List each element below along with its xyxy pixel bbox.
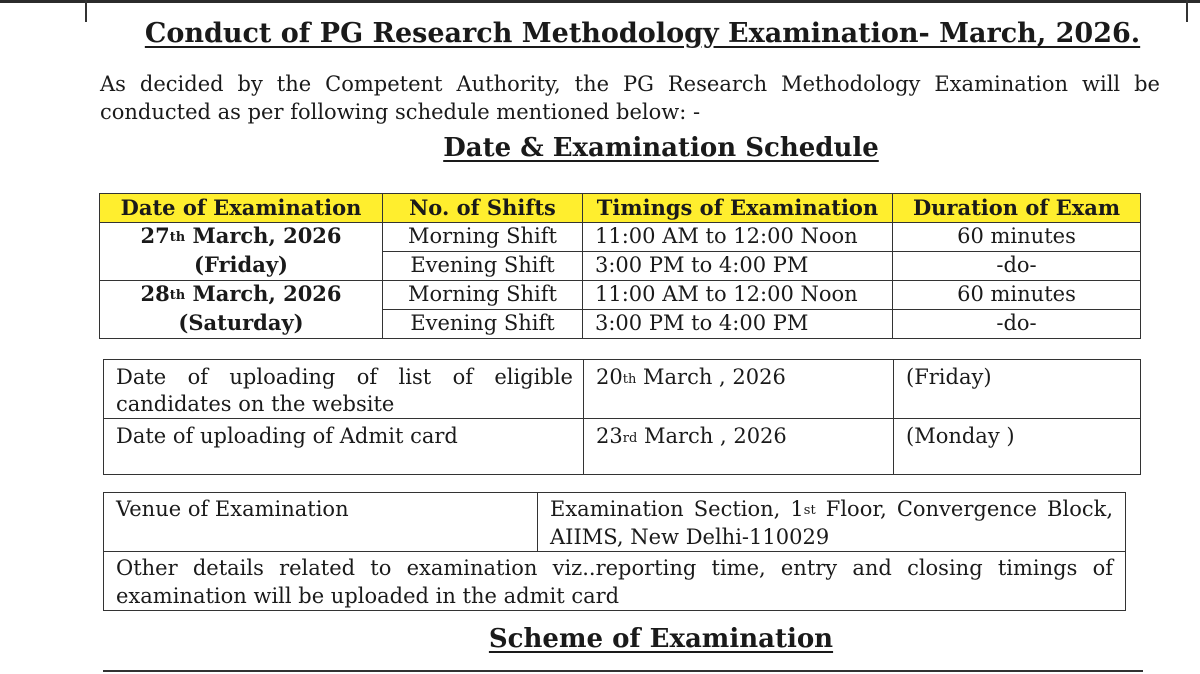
upload-label: Date of uploading of Admit card: [104, 419, 584, 475]
shift-cell: Evening Shift: [383, 252, 583, 281]
upload-label: Date of uploading of list of eligible candidates on the website: [104, 360, 584, 419]
duration-cell: -do-: [893, 310, 1141, 339]
timing-cell: 11:00 AM to 12:00 Noon: [583, 281, 893, 310]
shift-cell: Morning Shift: [383, 281, 583, 310]
bottom-rule: [103, 670, 1143, 672]
upload-weekday: (Friday): [894, 360, 1141, 419]
upload-date: 20th March , 2026: [584, 360, 894, 419]
document-title: Conduct of PG Research Methodology Examination- March, 2026.: [144, 18, 1141, 49]
table-row: [104, 493, 1126, 552]
scheme-heading: Scheme of Examination: [488, 624, 834, 654]
table-row: [100, 223, 1141, 252]
exam-weekday-2: (Saturday): [100, 310, 383, 339]
table-row: [100, 310, 1141, 339]
col-header-shifts: No. of Shifts: [383, 194, 583, 223]
upload-weekday: (Monday ): [894, 419, 1141, 475]
upload-dates-table: [103, 359, 1141, 475]
timing-cell: 3:00 PM to 4:00 PM: [583, 252, 893, 281]
duration-cell: -do-: [893, 252, 1141, 281]
venue-label: Venue of Examination: [104, 493, 538, 552]
timing-cell: 11:00 AM to 12:00 Noon: [583, 223, 893, 252]
shift-cell: Evening Shift: [383, 310, 583, 339]
top-border: [0, 0, 1200, 3]
col-header-duration: Duration of Exam: [893, 194, 1141, 223]
col-header-timings: Timings of Examination: [583, 194, 893, 223]
venue-table: [103, 492, 1126, 611]
upload-date: 23rd March , 2026: [584, 419, 894, 475]
schedule-table: [99, 193, 1141, 339]
table-row: [100, 281, 1141, 310]
exam-date-2: 28th March, 2026: [100, 281, 383, 310]
col-header-date: Date of Examination: [100, 194, 383, 223]
table-row: [100, 252, 1141, 281]
table-row: [104, 552, 1126, 611]
exam-date-1: 27th March, 2026: [100, 223, 383, 252]
venue-value: Examination Section, 1st Floor, Convergence Block, AIIMS, New Delhi-110029: [538, 493, 1126, 552]
schedule-heading: Date & Examination Schedule: [443, 133, 879, 163]
duration-cell: 60 minutes: [893, 281, 1141, 310]
other-details: Other details related to examination viz..reporting time, entry and closing timings of examination will be uploaded in the admit card: [104, 552, 1126, 611]
intro-paragraph: As decided by the Competent Authority, the PG Research Methodology Examination will be conducted as per following schedule mentioned below: -: [100, 72, 1160, 124]
table-row: [104, 360, 1141, 419]
exam-weekday-1: (Friday): [100, 252, 383, 281]
table-row: [104, 419, 1141, 475]
shift-cell: Morning Shift: [383, 223, 583, 252]
schedule-header-row: [100, 194, 1141, 223]
duration-cell: 60 minutes: [893, 223, 1141, 252]
timing-cell: 3:00 PM to 4:00 PM: [583, 310, 893, 339]
